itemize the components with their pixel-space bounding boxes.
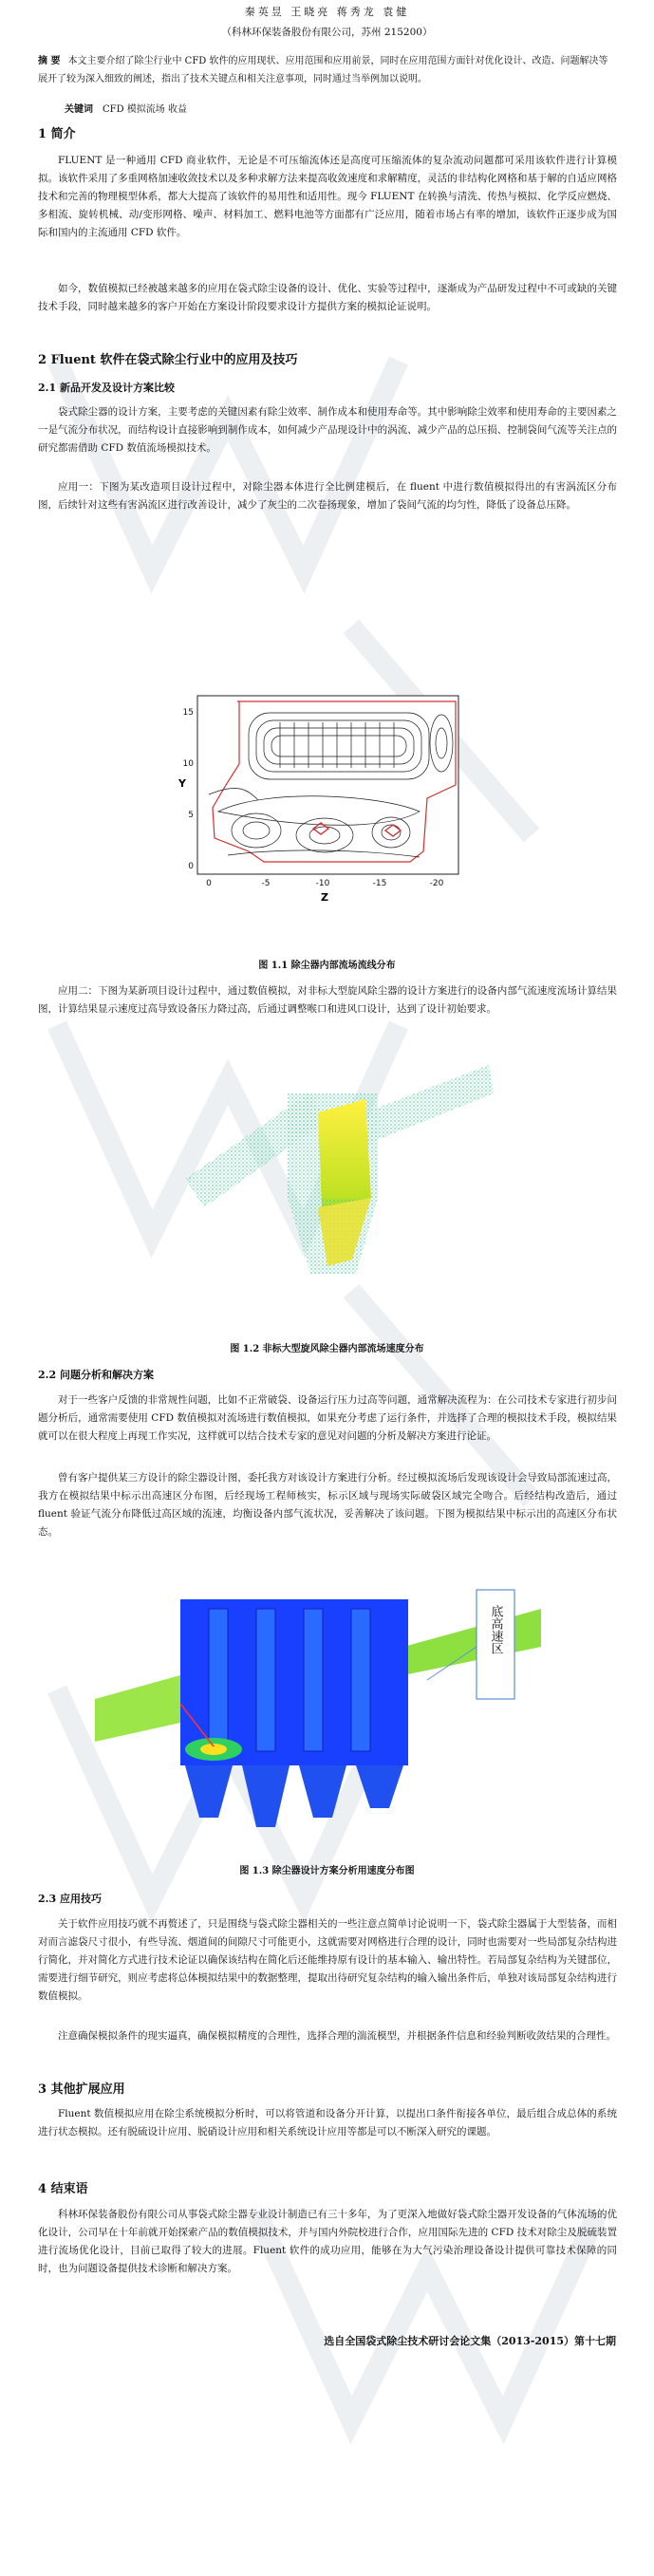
figure-1-3-velocity-distribution: [95, 1580, 570, 1846]
section-2-1-paragraph-3: 应用二：下图为某新项目设计过程中，通过数值模拟，对非标大型旋风除尘器的设计方案进行的设备内部气流速度流场计算结果图，计算结果显示速度过高导致设备压力降过高，后通过调整喉口和进风口设计，达到了设计初始要求。: [38, 985, 617, 1015]
x-tick-0: 0: [206, 879, 212, 888]
section-4-title: 4 结束语: [38, 2182, 88, 2196]
high-velocity-core: [318, 1099, 371, 1207]
outlet-duct-green: [403, 1609, 541, 1675]
section-2-1-title: 2.1 新品开发及设计方案比较: [38, 382, 175, 394]
section-2-3-title: 2.3 应用技巧: [38, 1893, 102, 1905]
section-3-paragraph-1: Fluent 数值模拟应用在除尘系统模拟分析时，可以将管道和设备分开计算，以提出口条件衔接各单位，最后组合成总体的系统进行状态模拟。还有脱硫设计应用、脱硝设计应用和相关系统设计应用等都是可以不断深入研究的课题。: [38, 2108, 617, 2137]
section-1-title: 1 简介: [38, 127, 76, 141]
watermark-logo: [38, 171, 626, 2496]
keywords-line: [65, 101, 187, 115]
y-tick-5: 5: [188, 811, 194, 820]
authors-line: 秦英昱 王晓亮 蒋秀龙 袁健: [244, 6, 410, 18]
x-tick-minus-5: -5: [261, 879, 271, 888]
section-3-title: 3 其他扩展应用: [38, 2082, 125, 2097]
x-axis-label: Z: [321, 891, 328, 904]
keywords-label: 关键词: [65, 104, 93, 115]
section-2-2-paragraph-1: 对于一些客户反馈的非常规性问题，比如不正常破袋、设备运行压力过高等问题，通常解决流程为：在公司技术专家进行初步问题分析后，通常需要使用 CFD 数值模拟对流场进行数值模拟，如果充分考虑了运行条件，并选择了合理的模拟技术手段，模拟结果就可以在很大程度上再现工作实况，这样就可以结合技术专家的意见对问题的分析及解决方案进行论证。: [38, 1394, 617, 1442]
section-1-paragraph-2: 如今，数值模拟已经被越来越多的应用在袋式除尘设备的设计、优化、实验等过程中，逐渐成为产品研发过程中不可或缺的关键技术手段，同时越来越多的客户开始在方案设计阶段要求设计方提供方案的模拟论证说明。: [38, 283, 617, 312]
y-tick-15: 15: [182, 708, 194, 718]
outlet-duct: [365, 1065, 494, 1143]
inlet-duct-green: [95, 1675, 180, 1742]
figure-1-3-caption: 图 1.3 除尘器设计方案分析用速度分布图: [239, 1866, 415, 1876]
figure-1-2-velocity-field: [185, 1055, 498, 1312]
section-2-2-title: 2.2 问题分析和解决方案: [38, 1369, 154, 1381]
y-axis-ticks: [183, 708, 195, 871]
x-axis-ticks: [206, 879, 443, 888]
section-2-1-paragraph-2: 应用一：下图为某改造项目设计过程中，对除尘器本体进行全比例建模后，在 fluent 中进行数值模拟得出的有害涡流区分布图，后续针对这些有害涡流区进行改善设计，减少了灰尘的二次卷扬现象，增加了袋间气流的均匀性，降低了设备总压降。: [38, 481, 617, 511]
y-tick-0: 0: [188, 862, 194, 871]
hoppers: [185, 1765, 403, 1827]
y-axis-label: Y: [178, 777, 186, 790]
section-2-3-paragraph-2: 注意确保模拟条件的现实逼真，确保模拟精度的合理性，选择合理的湍流模型，并根据条件信息和经验判断收敛结果的合理性。: [58, 2030, 616, 2042]
x-tick-minus-15: -15: [372, 879, 387, 888]
section-4-paragraph-1: 科林环保装备股份有限公司从事袋式除尘器专业设计制造已有三十多年，为了更深入地做好袋式除尘器开发设备的气体流场的优化设计，公司早在十年前就开始探索产品的数值模拟技术，并与国内外院校进行合作，应用国际先进的 CFD 技术对除尘及脱硫装置进行流场优化设计，目前已取得了较大的进展。Fluent 软件的成功应用，能够在为大气污染治理设备设计提供可靠技术保障的同时，也为问题设备提供技术诊断和解决方案。: [38, 2209, 617, 2274]
abstract-text: 本文主要介绍了除尘行业中 CFD 软件的应用现状、应用范围和应用前景，同时在应用范围方面针对优化设计、改造、问题解决等展开了较为深入细致的阐述，指出了技术关键点和相关注意事项，同时通过当举例加以说明。: [38, 56, 608, 84]
section-2-3-paragraph-1: 关于软件应用技巧就不再赘述了，只是围绕与袋式除尘器相关的一些注意点简单讨论说明一下，袋式除尘器属于大型装备，而相对而言滤袋尺寸很小，有些导流、烟道间的间隙尺寸可能更小，这就需要对网格进行合理的设计，同时也需要对一些局部复杂结构进行简化，并对简化方式进行技术论证以确保该结构在简化后还能维持原有设计的基本输入、输出特性。若局部复杂结构为关键部位，需要进行细节研究，则应考虑将总体模拟结果中的数据整理，提取出待研究复杂结构的输入输出条件后，单独对该局部复杂结构进行数值模拟。: [38, 1918, 617, 2002]
callout-text: 底高速区: [488, 1605, 503, 1654]
section-2-title: 2 Fluent 软件在袋式除尘行业中的应用及技巧: [38, 353, 298, 367]
y-tick-10: 10: [182, 759, 194, 769]
abstract-block: [38, 52, 617, 88]
x-tick-minus-10: -10: [315, 879, 330, 888]
figure-1-1-caption: 图 1.1 除尘器内部流场流线分布: [258, 961, 396, 971]
keywords-text: CFD 模拟流场 收益: [103, 104, 187, 115]
affiliation-line: （科林环保装备股份有限公司，苏州 215200）: [221, 27, 433, 38]
section-2-2-paragraph-2: 曾有客户提供某三方设计的除尘器设计图，委托我方对该设计方案进行分析。经过模拟流场后发现该设计会导致局部流速过高，我方在模拟结果中标示出高速区分布图，后经现场工程师核实，标示区域与现场实际破袋区域完全吻合。后经结构改造后，通过 fluent 验证气流分布降低过高区域的流速，均衡设备内部气流状况，妥善解决了该问题。下图为模拟结果中标示出的高速区分布状态。: [38, 1472, 617, 1538]
section-2-1-paragraph-1: 袋式除尘器的设计方案，主要考虑的关键因素有除尘效率、制作成本和使用寿命等。其中影响除尘效率和使用寿命的主要因素之一是气流分布状况，而结构设计直接影响到制作成本，如何减少产品现设计中的涡流、减少产品的总压损、控制袋间气流等关注点的研究都需借助 CFD 数值流场模拟技术。: [38, 406, 617, 454]
section-1-paragraph-1: FLUENT 是一种通用 CFD 商业软件，无论是不可压缩流体还是高度可压缩流体的复杂流动问题都可采用该软件进行计算模拟。该软件采用了多重网格加速收敛技术以及多种求解方法来提高收敛速度和求解精度，灵活的非结构化网格和基于解的自适应网格技术和完善的物理模型体系，都大大提高了该软件的易用性和适用性。现今 FLUENT 在转换与清洗、传热与模拟、化学反应燃烧、多相流、旋转机械、动/变形网格、噪声、材料加工、燃料电池等方面都有广泛应用，随着市场占有率的增加，该软件正逐步成为国际和国内的主流通用 CFD 软件。: [38, 155, 617, 238]
figure-1-1-streamline-plot: [171, 688, 484, 916]
plot-frame: [197, 696, 458, 874]
figure-1-2-caption: 图 1.2 非标大型旋风除尘器内部流场速度分布: [230, 1344, 424, 1354]
x-tick-minus-20: -20: [429, 879, 444, 888]
proceedings-footer: 选自全国袋式除尘技术研讨会论文集（2013-2015）第十七期: [324, 2335, 616, 2347]
abstract-label: 摘 要: [38, 56, 61, 66]
